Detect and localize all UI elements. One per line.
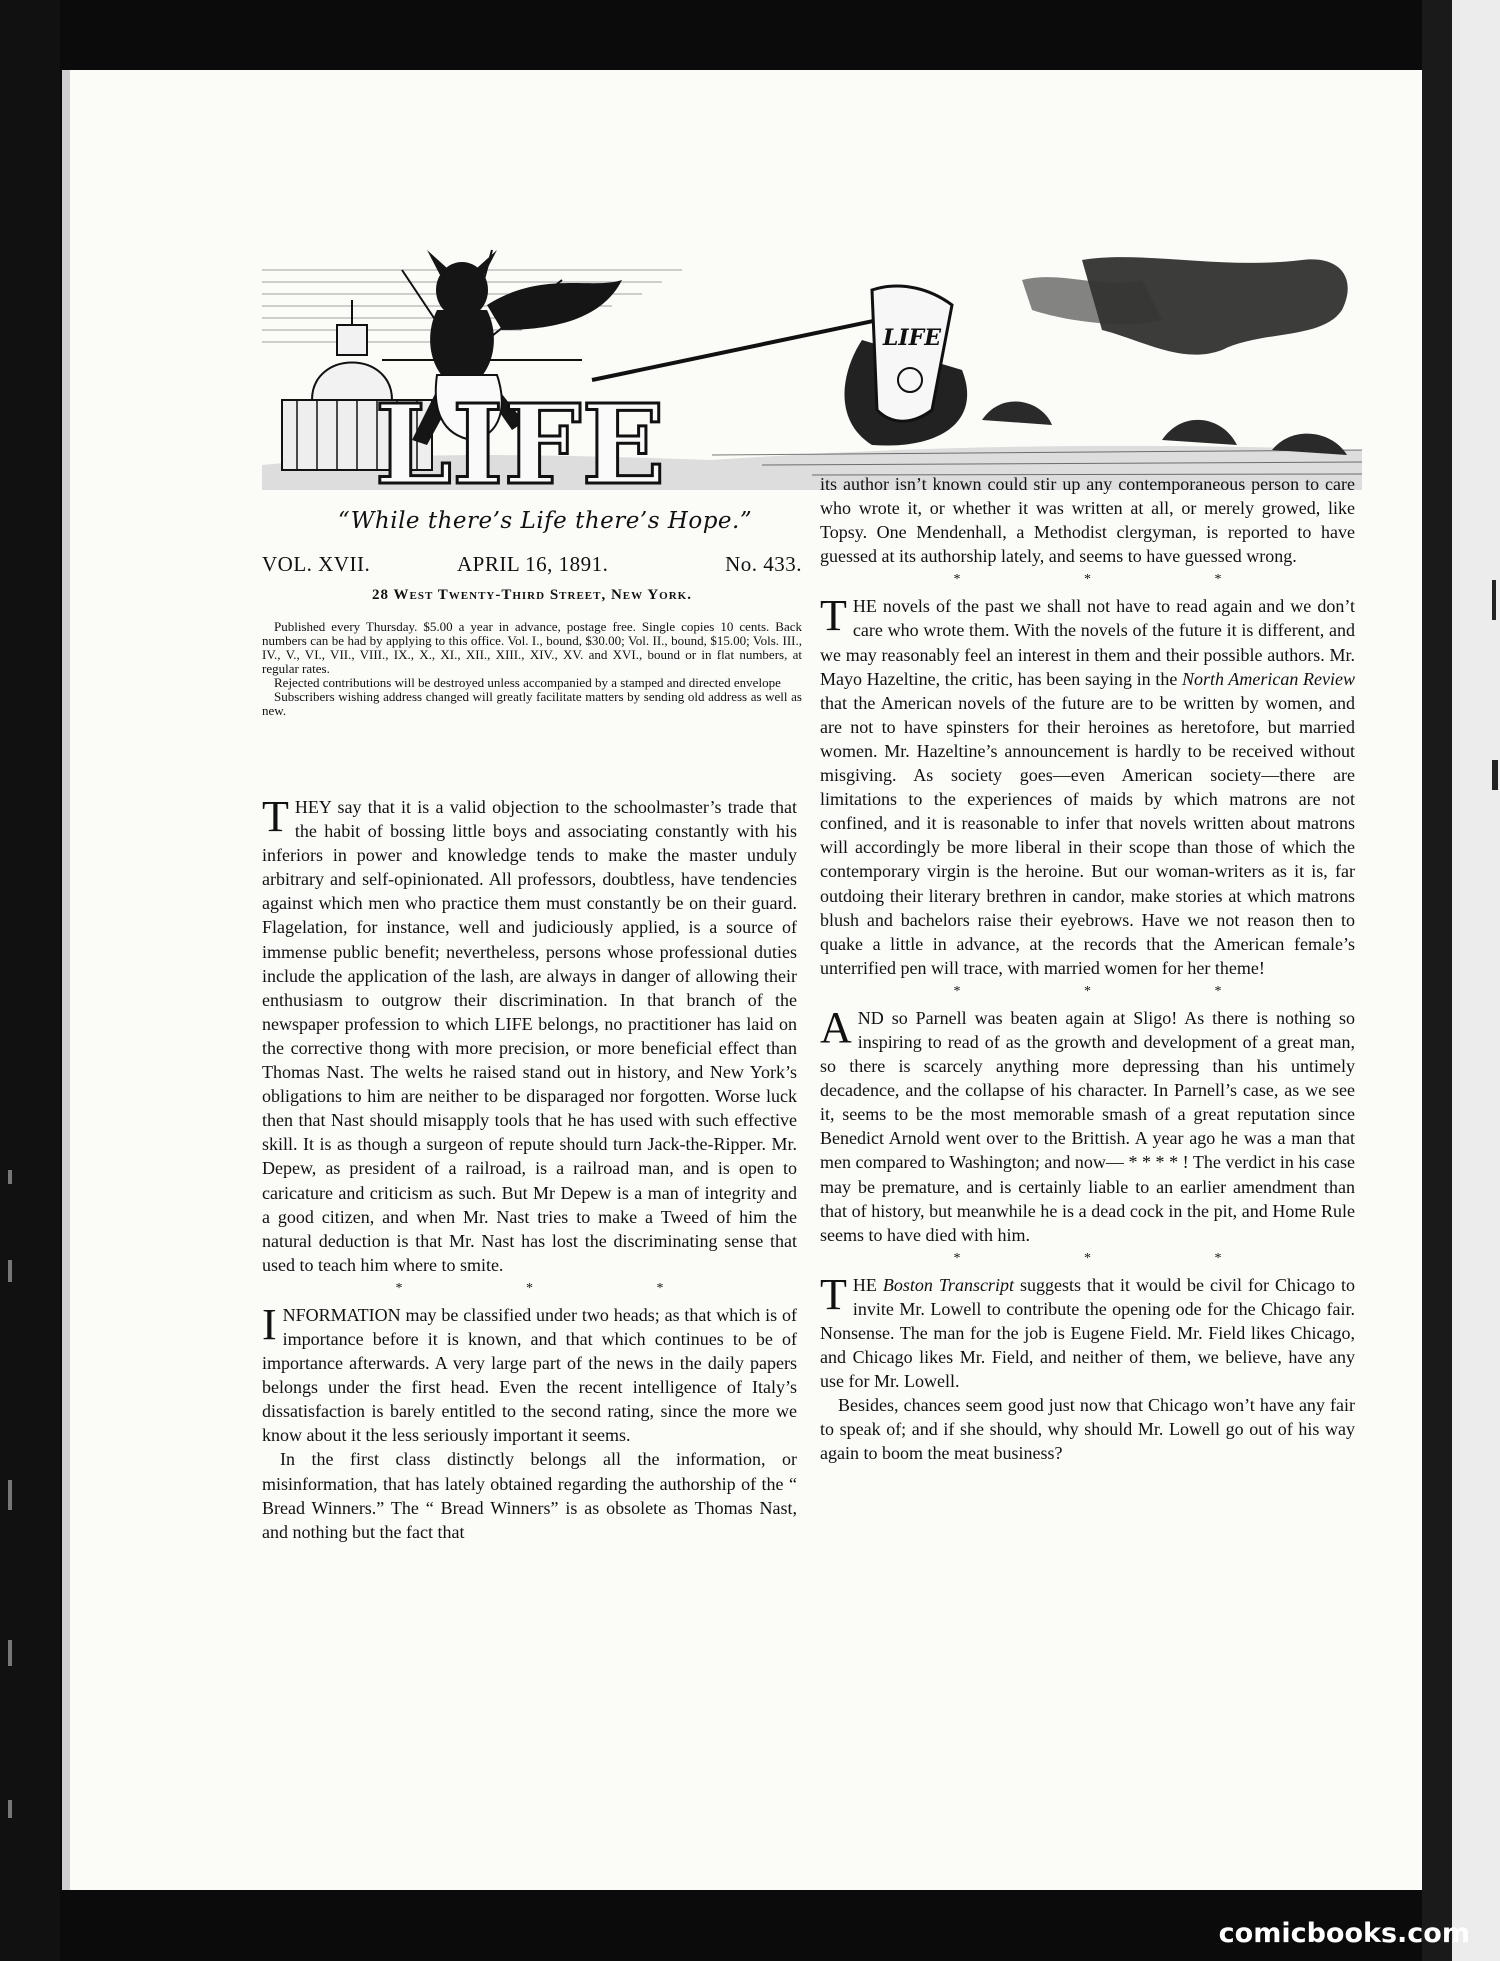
life-logo <box>374 380 666 509</box>
motto: “While there’s Life there’s Hope.” <box>337 508 753 534</box>
drop-cap: I <box>262 1299 277 1349</box>
address-change-note: Subscribers wishing address changed will greatly facilitate matters by sending old address as well as new. <box>262 689 802 718</box>
logo-text: LIFE <box>374 380 666 509</box>
contributions-note: Rejected contributions will be destroyed unless accompanied by a stamped and directed envelope <box>274 675 781 690</box>
paragraph-nast <box>262 792 797 1277</box>
paragraph-text: HEY say that it is a valid objection to the schoolmaster’s trade that the habit of bossing little boys and associating constantly with his inferiors in power and knowledge tends to make the master unduly arbitrary and self-opinionated. All professors, doubtless, have tendencies against which men who practice them must constantly be on their guard. Flagelation, for instance, well and judiciously applied, is a source of immense public benefit; nevertheless, persons whose professional duties include the application of the lash, are always in danger of allowing their enthusiasm to outgrow their discrimination. In that branch of the newspaper profession to which LIFE belongs, no practitioner has laid on the corrective thong with more precision, or more beneficial effect than Thomas Nast. The welts he raised stand out in history, and New York’s obligations to him are neither to be disparaged nor forgotten. Worse luck then that Nast should misapply tools that he has used with such effective skill. It is as though a surgeon of repute should turn Jack-the-Ripper. Mr. Depew, as president of a railroad, is a railroad man, and is open to caricature and criticism as such. But Mr Depew is a man of integrity and a good citizen, and when Mr. Nast tries to make a Tweed of him the natural deduction is that Mr. Nast has lost the discriminating sense that used to teach him where to smite. <box>262 797 797 1275</box>
subscription-note: Published every Thursday. $5.00 a year in advance, postage free. Single copies 10 cents. Back numbers can be had by applying to this office. Vol. I., bound, $30.00; Vol. II., bound, $15.00; Vols. III., IV., V., VI., VII., VIII., IX., X., XI., XII., XIII., XIV., XV. and XVI., bound or in flat numbers, at regular rates. <box>262 619 802 676</box>
shield-lettering: LIFE <box>882 325 942 351</box>
section-divider: * * * <box>395 1280 724 1296</box>
paragraph-bread-winners: In the first class distinctly belongs all the information, or misinformation, that has lately obtained regarding the authorship of the “ Bread Winners.” The “ Bread Winners” is as obsolete as Thomas Nast, and nothing but the fact that <box>262 1449 797 1542</box>
paragraph-information <box>262 1299 797 1448</box>
paragraph-chicago-fair: Besides, chances seem good just now that Chicago won’t have any fair to speak of; and if she should, why should Mr. Lowell go out of his way again to boom the meat business? <box>820 1395 1355 1464</box>
office-address: 28 West Twenty-Third Street, New York. <box>372 587 692 603</box>
paragraph-lowell <box>820 1269 1355 1393</box>
watermark: comicbooks.com <box>1218 1918 1470 1949</box>
volume-number: VOL. XVII. <box>262 552 371 576</box>
paragraph-text: HE <box>852 1274 883 1295</box>
section-divider: * * * <box>953 1250 1282 1266</box>
publication-title: North American Review <box>1182 668 1355 689</box>
page-gutter-shadow <box>1422 0 1452 1961</box>
paragraph-text: suggests that it would be civil for Chicago to invite Mr. Lowell to contribute the opening ode for the Chicago fair. Nonsense. The man for the job is Eugene Field. Mr. Field likes Chicago, and Chicago likes Mr. Field, and neither of them, we believe, have any use for Mr. Lowell. <box>820 1274 1355 1392</box>
issue-number: No. 433. <box>725 552 802 576</box>
issue-line <box>262 552 802 582</box>
section-divider: * * * <box>953 983 1282 999</box>
knight-with-shield <box>845 286 968 446</box>
adjacent-page-edge <box>1452 0 1500 1961</box>
paragraph-text: ND so Parnell was beaten again at Sligo! As there is nothing so inspiring to read of as the growth and development of a great man, so there is scarcely anything more depressing than his untimely decadence, and the collapse of his character. In Parnell’s case, as we see it, seems to be the most memorable smash of a great reputation since Benedict Arnold went over to the Brittish. A year ago he was a man that men compared to Washington; and now— * * * * ! The verdict in his case may be premature, and is certainly liable to an earlier amendment than that of history, but meanwhile he is a dead cock in the pit, and Home Rule seems to have died with him. <box>820 1007 1355 1245</box>
paragraph-novels <box>820 591 1355 980</box>
publication-title: Boston Transcript <box>882 1274 1014 1295</box>
scan-border-left <box>0 0 60 1961</box>
publication-notes <box>262 620 802 718</box>
paragraph-authorship: its author isn’t known could stir up any contemporaneous person to care who wrote it, or whether it was written at all, or merely growed, like Topsy. One Mendenhall, a Methodist clergyman, is reported to have guessed at its authorship lately, and seems to have guessed wrong. <box>820 474 1355 567</box>
left-column <box>262 792 797 1544</box>
drop-cap: T <box>820 591 847 641</box>
paragraph-text: that the American novels of the future are to be written by women, and are not to have spinsters for their heroines as heretofore, but married women. Mr. Hazeltine’s announcement is hardly to be received without misgiving. As society goes—even American society—there are limitations to the experiences of maids by which matrons are not confined, and it is reasonable to infer that novels written about matrons will accordingly be more liberal in their scope than those of which the contemporary virgin is the heroine. But our woman-writers as it is, far outdoing their literary brethren in candor, make stories at which matrons blush and bachelors raise their eyebrows. Have we not reason then to quake a little in advance, at the records that the American female’s unterrified pen will trace, with married women for her theme! <box>820 692 1355 978</box>
paragraph-text: HE novels of the past we shall not have to read again and we don’t care who wrote them. With the novels of the future it is different, and we may reasonably feel an interest in them and their possible authors. Mr. Mayo Hazeltine, the critic, has been saying in the <box>820 596 1355 689</box>
drop-cap: A <box>820 1002 852 1052</box>
paragraph-parnell <box>820 1002 1355 1247</box>
issue-date: APRIL 16, 1891. <box>457 552 609 576</box>
section-divider: * * * <box>953 572 1282 588</box>
right-column <box>820 472 1355 1466</box>
drop-cap: T <box>820 1269 847 1319</box>
paragraph-text: NFORMATION may be classified under two heads; as that which is of importance before it is known, and that which continues to be of importance afterwards. A very large part of the news in the daily papers belongs under the first head. Even the recent intelligence of Italy’s dissatisfaction is barely entitled to the second rating, since the more we know about it the less seriously important it seems. <box>262 1304 797 1446</box>
drop-cap: T <box>262 792 289 841</box>
